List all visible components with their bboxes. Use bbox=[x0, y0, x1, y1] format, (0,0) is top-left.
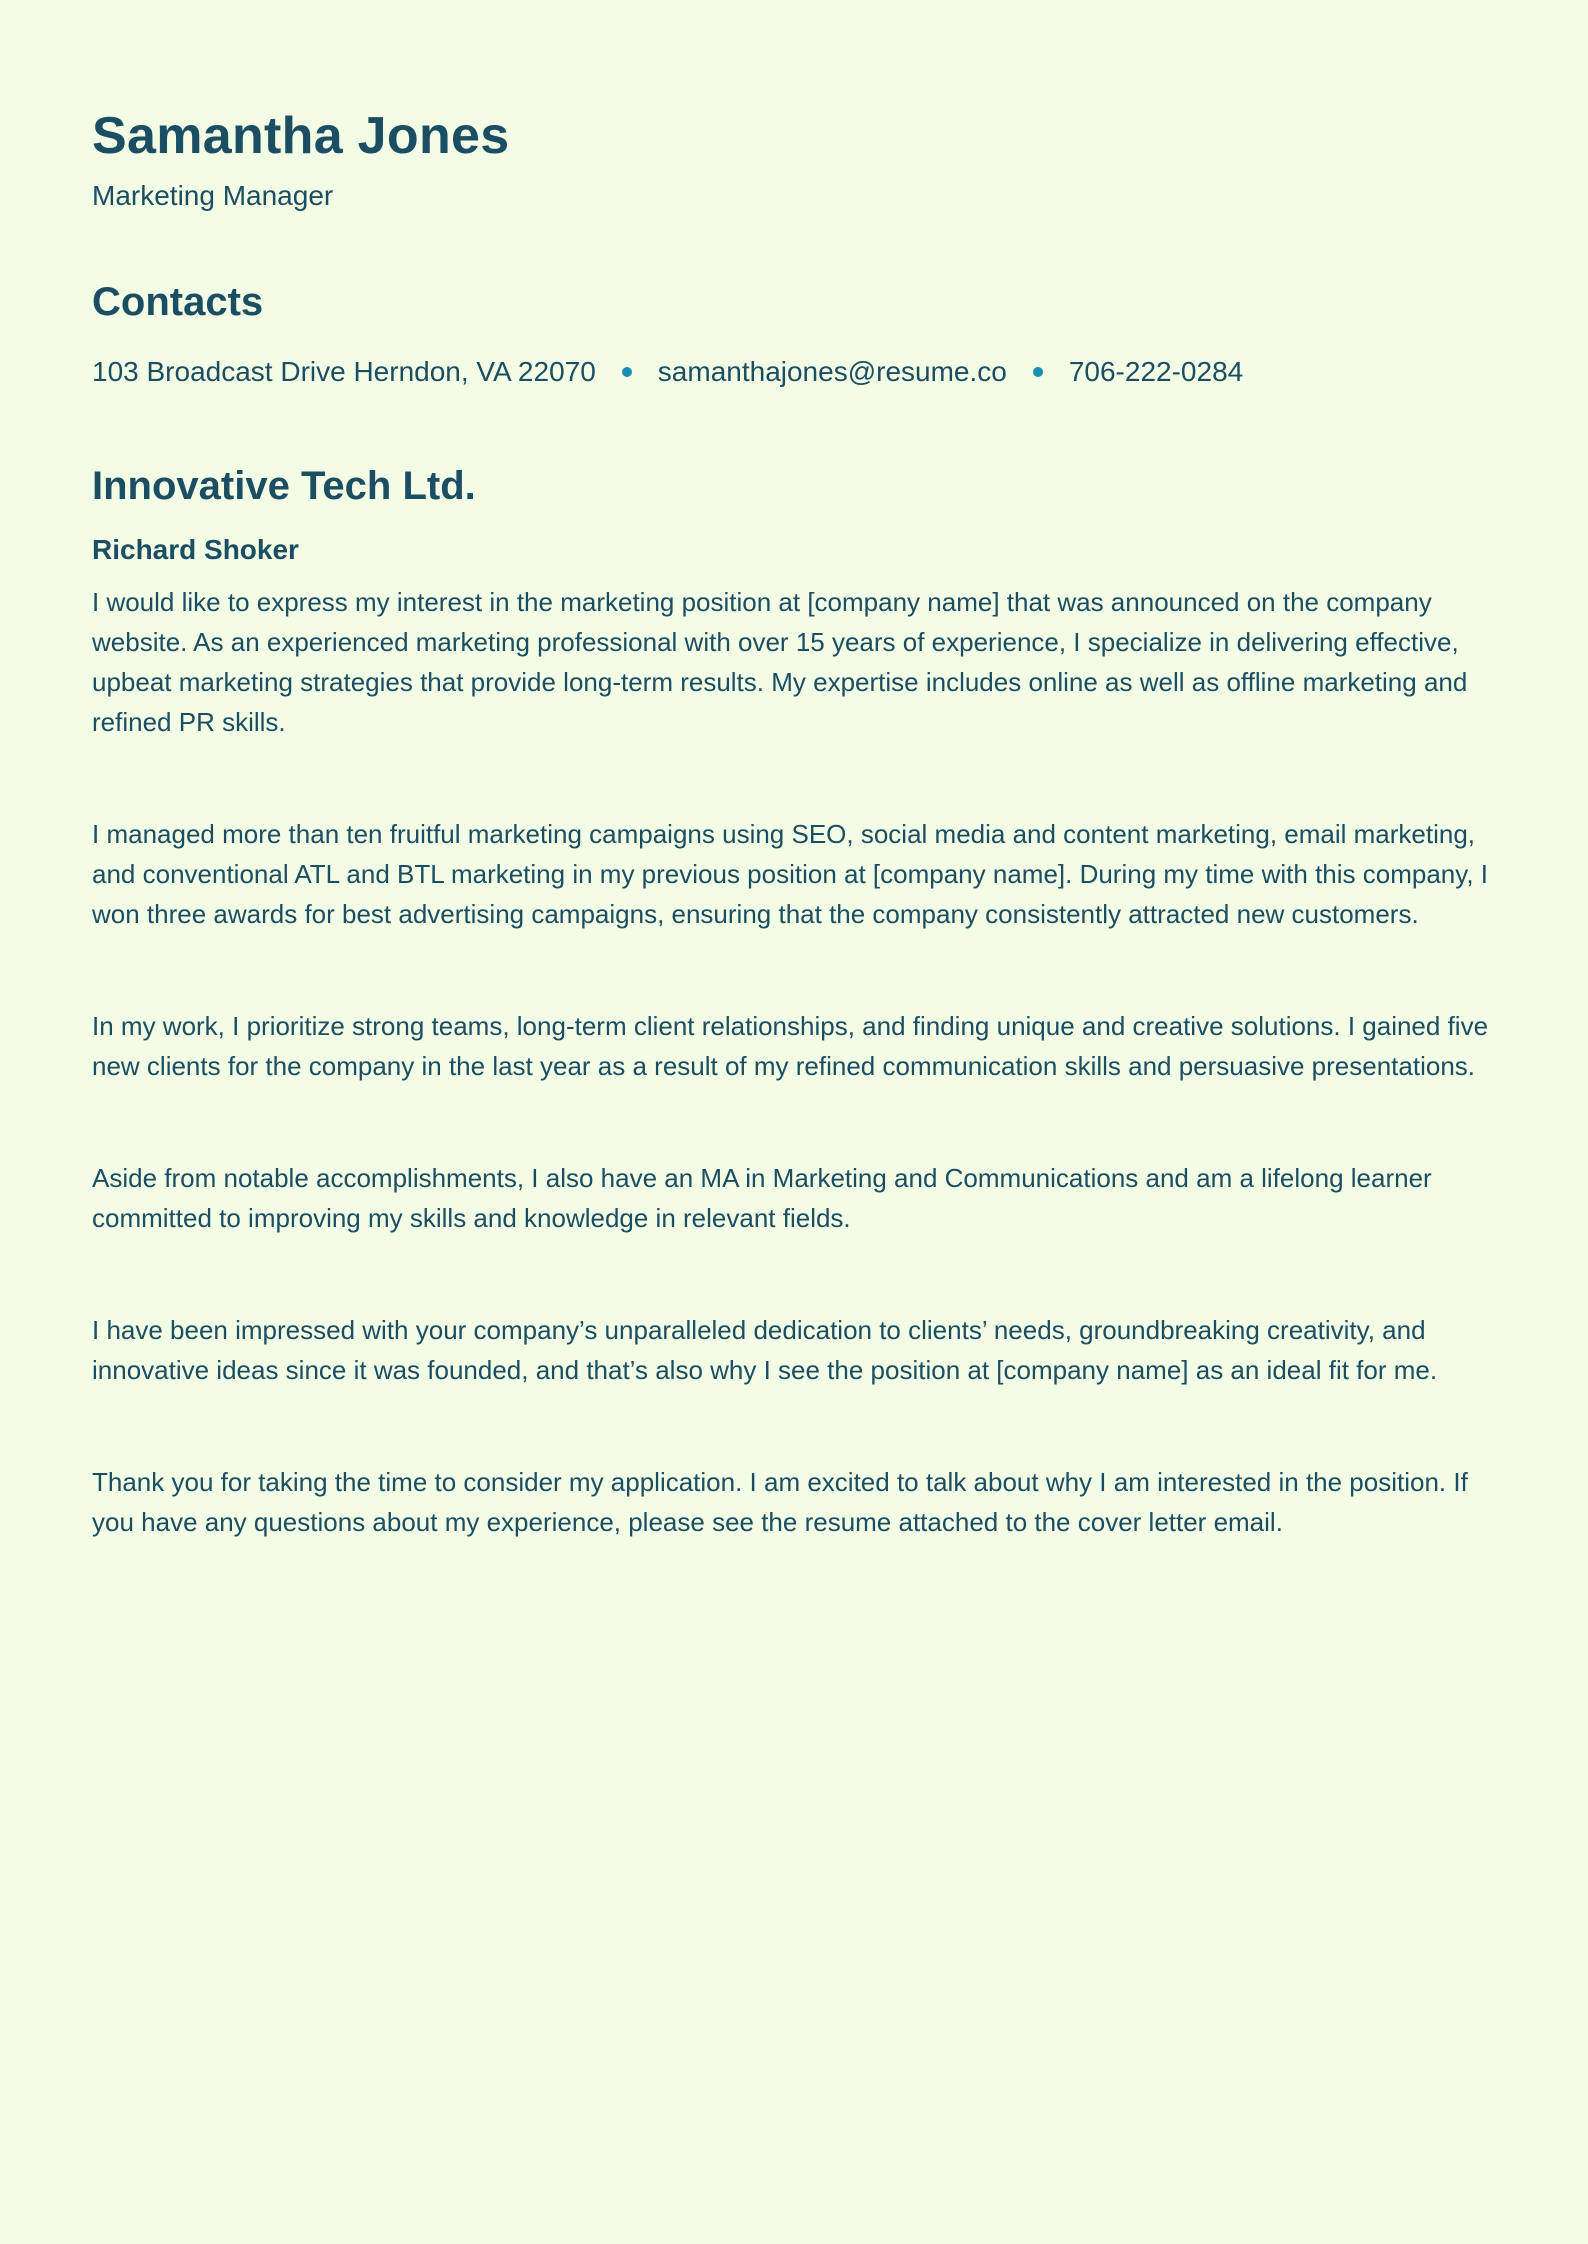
applicant-title: Marketing Manager bbox=[92, 180, 334, 211]
company-name: Innovative Tech Ltd. bbox=[92, 464, 476, 508]
bullet-separator-icon bbox=[622, 367, 632, 377]
contacts-heading: Contacts bbox=[92, 280, 264, 324]
letter-body bbox=[92, 582, 1496, 1542]
recipient-name: Richard Shoker bbox=[92, 534, 299, 565]
letter-paragraph: Aside from notable accomplishments, I also have an MA in Marketing and Communications and am a lifelong learner committed to improving my skills and knowledge in relevant fields. bbox=[92, 1163, 1432, 1233]
letter-paragraph: Thank you for taking the time to consider my application. I am excited to talk about why I am interested in the position. If you have any questions about my experience, please see the resume attached to the cover letter email. bbox=[92, 1467, 1468, 1537]
bullet-separator-icon bbox=[1033, 367, 1043, 377]
contact-phone[interactable]: 706-222-0284 bbox=[1068, 356, 1244, 387]
contact-email[interactable]: samanthajones@resume.co bbox=[657, 356, 1007, 387]
letter-paragraph: In my work, I prioritize strong teams, long-term client relationships, and finding unique and creative solutions. I gained five new clients for the company in the last year as a result of my refined communication skills and persuasive presentations. bbox=[92, 1011, 1489, 1081]
applicant-name: Samantha Jones bbox=[92, 107, 510, 165]
contacts-row bbox=[92, 352, 1496, 392]
letter-paragraph: I would like to express my interest in the marketing position at [company name] that was announced on the company website. As an experienced marketing professional with over 15 years of experience, I specialize in delivering effective, upbeat marketing strategies that provide long-term results. My expertise includes online as well as offline marketing and refined PR skills. bbox=[92, 587, 1468, 737]
letter-paragraph: I managed more than ten fruitful marketing campaigns using SEO, social media and content marketing, email marketing, and conventional ATL and BTL marketing in my previous position at [company name]. During my time with this company, I won three awards for best advertising campaigns, ensuring that the company consistently attracted new customers. bbox=[92, 819, 1488, 929]
contact-address: 103 Broadcast Drive Herndon, VA 22070 bbox=[92, 356, 596, 387]
letter-paragraph: I have been impressed with your company’s unparalleled dedication to clients’ needs, groundbreaking creativity, and innovative ideas since it was founded, and that’s also why I see the position at [company name] as an ideal fit for me. bbox=[92, 1315, 1438, 1385]
